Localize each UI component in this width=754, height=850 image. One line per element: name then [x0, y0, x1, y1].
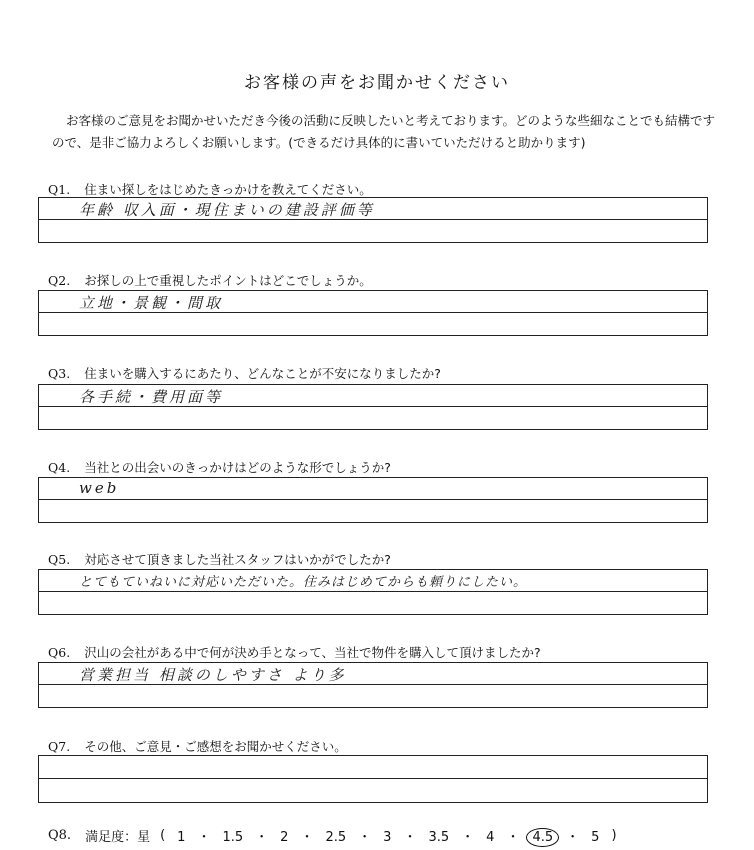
handwritten-answer: web [79, 479, 120, 497]
answer-box-7[interactable] [38, 755, 708, 803]
question-7 [48, 737, 347, 755]
answer-box-3[interactable] [38, 384, 708, 430]
rating-separator: ・ [506, 830, 520, 845]
rating-separator: ・ [358, 830, 372, 845]
handwritten-answer: とてもていねいに対応いただいた。住みはじめてからも頼りにしたい。 [79, 575, 528, 590]
answer-box-4[interactable] [38, 477, 708, 523]
question-text: 沢山の会社がある中で何が決め手となって、当社で物件を購入して頂けましたか? [84, 645, 541, 660]
question-3 [48, 364, 441, 382]
rating-option[interactable]: 3 [383, 830, 392, 845]
question-number: Q6. [48, 645, 71, 660]
question-2 [48, 271, 372, 289]
intro-text: お客様のご意見をお聞かせいただき今後の活動に反映したいと考えております。どのような些細なことでも結構ですので、是非ご協力よろしくお願いします。(できるだけ具体的に書いていただけると助かります) [52, 113, 716, 150]
rating-label: 満足度：星 [85, 830, 151, 845]
question-text: 住まいを購入するにあたり、どんなことが不安になりましたか? [84, 366, 441, 381]
question-number: Q1. [48, 182, 71, 197]
question-text: 対応させて頂きました当社スタッフはいかがでしたか? [84, 552, 391, 567]
rating-separator: ・ [300, 830, 314, 845]
question-number: Q7. [48, 739, 71, 754]
rating-option[interactable]: 1 [177, 830, 186, 845]
answer-box-1[interactable] [38, 197, 708, 243]
rating-separator: ・ [255, 830, 269, 845]
rating-option[interactable]: 5 [591, 830, 600, 845]
handwritten-answer: 営業担当 相談のしやすさ より多 [79, 666, 347, 684]
handwritten-answer: 各手続・費用面等 [79, 388, 224, 406]
question-number: Q8. [48, 828, 72, 843]
answer-box-5[interactable] [38, 569, 708, 615]
close-paren: ) [611, 828, 617, 843]
rating-option[interactable]: 4 [486, 830, 495, 845]
answer-box-6[interactable] [38, 662, 708, 708]
question-5 [48, 550, 391, 568]
question-number: Q2. [48, 273, 71, 288]
question-number: Q4. [48, 460, 71, 475]
question-4 [48, 458, 391, 476]
answer-box-2[interactable] [38, 290, 708, 336]
open-paren: ( [160, 828, 166, 843]
rating-option[interactable]: 2 [280, 830, 289, 845]
page-title: お客様の声をお聞かせください [244, 73, 510, 93]
rating-option[interactable]: 2.5 [325, 830, 347, 845]
handwritten-answer: 年齢 収入面・現住まいの建設評価等 [79, 201, 375, 219]
rating-option[interactable]: 1.5 [222, 830, 244, 845]
question-number: Q3. [48, 366, 71, 381]
rating-separator: ・ [566, 830, 580, 845]
handwritten-answer: 立地・景観・間取 [79, 294, 224, 312]
question-text: お探しの上で重視したポイントはどこでしょうか。 [84, 273, 372, 288]
question-text: 当社との出会いのきっかけはどのような形でしょうか? [84, 460, 391, 475]
rating-separator: ・ [403, 830, 417, 845]
question-text: その他、ご意見・ご感想をお聞かせください。 [84, 739, 347, 754]
question-number: Q5. [48, 552, 71, 567]
rating-options [175, 826, 601, 845]
rating-option[interactable]: 3.5 [428, 830, 450, 845]
question-6 [48, 643, 541, 661]
rating-separator: ・ [197, 830, 211, 845]
question-text: 住まい探しをはじめたきっかけを教えてください。 [84, 182, 372, 197]
question-1 [48, 180, 372, 198]
rating-option-selected[interactable]: 4.5 [526, 828, 559, 847]
rating-separator: ・ [461, 830, 475, 845]
satisfaction-rating [48, 826, 627, 845]
